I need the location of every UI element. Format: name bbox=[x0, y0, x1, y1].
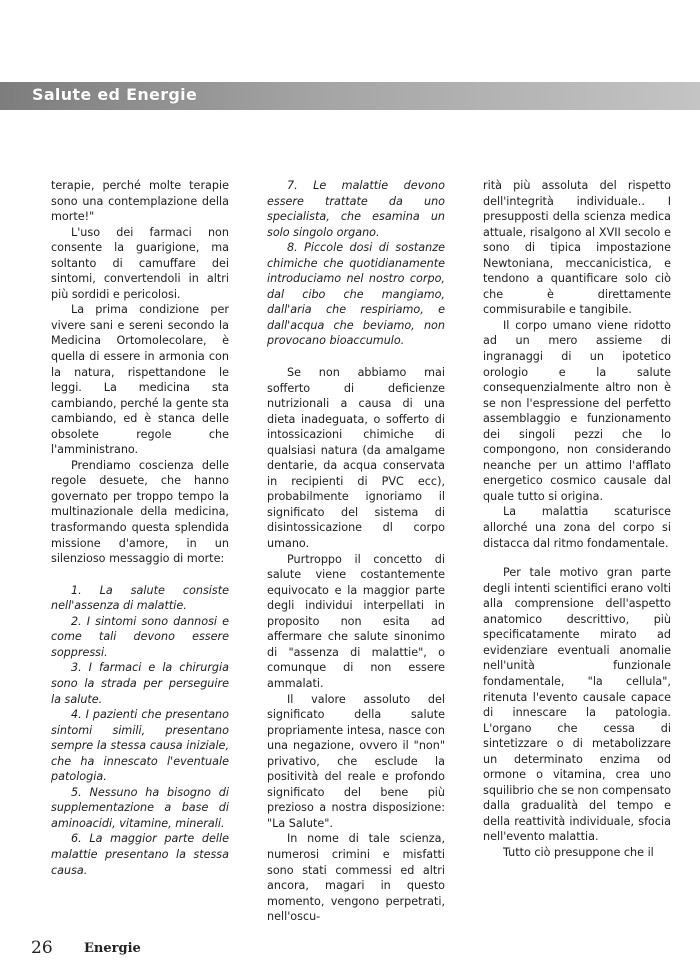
list-item: 6. La maggior parte delle malattie presentano la stessa causa. bbox=[51, 832, 229, 877]
paragraph: terapie, perché molte terapie sono una contemplazione della morte!" bbox=[51, 179, 229, 224]
list-item: 5. Nessuno ha bisogno di supplementazione a base di aminoacidi, vitamine, minerali. bbox=[51, 785, 229, 830]
spacer bbox=[483, 551, 671, 565]
paragraph: In nome di tale scienza, numerosi crimini e misfatti sono stati commessi ed altri ancora, magari in questo momento, vengono perpetrati, nell'oscu- bbox=[267, 832, 445, 924]
page-number: 26 bbox=[31, 938, 53, 958]
text-column-2 bbox=[267, 178, 445, 925]
list-item: 7. Le malattie devono essere trattate da uno specialista, che esamina un solo singolo organo. bbox=[267, 179, 445, 239]
paragraph: L'uso dei farmaci non consente la guarigione, ma soltanto di camuffare dei sintomi, convertendoli in altri più sordidi e pericolosi. bbox=[51, 225, 229, 301]
paragraph: Tutto ciò presuppone che il bbox=[503, 845, 654, 859]
paragraph: Il valore assoluto del significato della salute propriamente intesa, nasce con una negazione, ovvero il "non" privativo, che esclude la positività del reale e profondo significato del bene più prezioso a nostra disposizione: "La Salute". bbox=[267, 692, 445, 830]
paragraph: Se non abbiamo mai sofferto di deficienze nutrizionali a causa di una dieta inadeguata, o sofferto di intossicazioni chimiche di qualsiasi natura (da amalgame dentarie, da acqua conservata in recipienti di PVC ecc), probabilmente ignoriamo il significato del sistema di disintossicazione dl corpo umano. bbox=[267, 366, 445, 551]
text-column-3 bbox=[483, 178, 671, 861]
paragraph: Prendiamo coscienza delle regole desuete, che hanno governato per troppo tempo la multinazionale della medicina, trasformando questa splendida missione d'amore, in un silenzioso messaggio di morte: bbox=[51, 458, 229, 566]
text-column-1 bbox=[51, 178, 229, 878]
paragraph: La prima condizione per vivere sani e sereni secondo la Medicina Ortomolecolare, è quella di essere in armonia con la natura, rispettandone le leggi. La medicina sta cambiando, perché la gente sta cambiando, ed è stanca delle obsolete regole che l'amministrano. bbox=[51, 303, 229, 457]
magazine-name: Energie bbox=[84, 941, 141, 956]
paragraph: Purtroppo il concetto di salute viene costantemente equivocato e la maggior parte degli individui interpellati in proposito non esita ad affermare che salute sinonimo di "assenza di malattie", o comunque di non essere ammalati. bbox=[267, 552, 445, 690]
list-item: 8. Piccole dosi di sostanze chimiche che quotidianamente introduciamo nel nostro corpo, dal cibo che mangiamo, dall'aria che respiriamo, e dall'acqua che beviamo, non provocano bioaccumulo. bbox=[267, 241, 445, 348]
spacer bbox=[267, 349, 445, 365]
paragraph: La malattia scaturisce allorché una zona del corpo si distacca dal ritmo fondamentale. bbox=[483, 505, 671, 550]
spacer bbox=[51, 567, 229, 583]
section-header-bar bbox=[0, 82, 700, 110]
section-title: Salute ed Energie bbox=[32, 85, 198, 104]
list-item: 4. I pazienti che presentano sintomi simili, presentano sempre la stessa causa iniziale, che ha innescato l'eventuale patologia. bbox=[51, 708, 229, 784]
list-item: 1. La salute consiste nell'assenza di malattie. bbox=[51, 583, 229, 613]
list-item: 3. I farmaci e la chirurgia sono la strada per perseguire la salute. bbox=[51, 661, 229, 706]
paragraph: Per tale motivo gran parte degli intenti scientifici erano volti alla comprensione dell'aspetto anatomico descrittivo, più specificatamente mirato ad evidenziare eventuali anomalie nell'unità funzionale fondamentale, "la cellula", ritenuta l'evento causale capace di innescare la patologia. L'organo che cessa di sintetizzare o di metabolizzare un determinato enzima od ormone o vitamina, crea uno squilibrio che se non compensato dalla gradualità del tempo e della reattività individuale, sfocia nell'evento malattia. bbox=[483, 566, 671, 844]
list-item: 2. I sintomi sono dannosi e come tali devono essere soppressi. bbox=[51, 614, 229, 659]
paragraph: rità più assoluta del rispetto dell'integrità individuale.. I presupposti della scienza medica attuale, risalgono al XVII secolo e sono di tipica impostazione Newtoniana, meccanicistica, e tendono a quantificare solo ciò che è direttamente commisurabile e tangibile. bbox=[483, 179, 671, 317]
paragraph: Il corpo umano viene ridotto ad un mero assieme di ingranaggi di un ipotetico orologio e la salute consequenzialmente altro non è se non l'espressione del perfetto assemblaggio e funzionamento dei singoli pezzi che lo compongono, non considerando neanche per un attimo l'afflato energetico cosmico causale dal quale tutto si origina. bbox=[483, 318, 671, 503]
